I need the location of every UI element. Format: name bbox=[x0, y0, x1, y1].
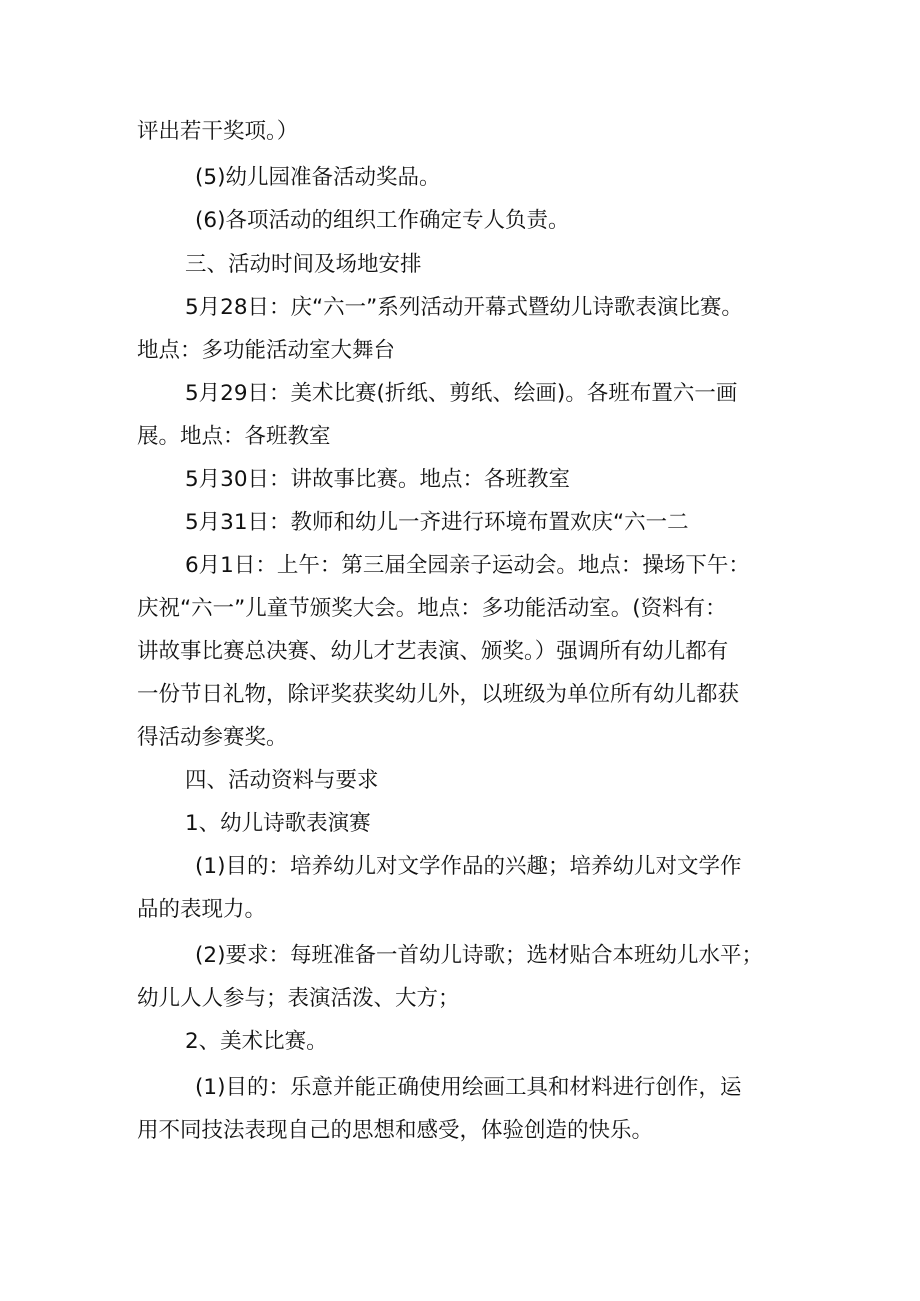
text-line: 5月31日：教师和幼儿一齐进行环境布置欢庆“六一二 bbox=[185, 510, 689, 535]
text-line: 地点：多功能活动室大舞台 bbox=[137, 338, 396, 363]
text-line: 得活动参赛奖。 bbox=[137, 725, 288, 750]
text-line: (1)目的：乐意并能正确使用绘画工具和材料进行创作，运 bbox=[195, 1075, 742, 1100]
section-heading: 四、活动资料与要求 bbox=[185, 768, 379, 793]
text-line: (6)各项活动的组织工作确定专人负责。 bbox=[195, 208, 570, 233]
text-line: 庆祝“六一”儿童节颁奖大会。地点：多功能活动室。(资料有： bbox=[137, 596, 727, 621]
subsection-heading: 2、美术比赛。 bbox=[185, 1029, 328, 1054]
text-line: (5)幼儿园准备活动奖品。 bbox=[195, 165, 441, 190]
text-line: 评出若干奖项。） bbox=[137, 119, 299, 144]
text-line: 幼儿人人参与；表演活泼、大方； bbox=[137, 986, 460, 1011]
text-line: 展。地点：各班教室 bbox=[137, 424, 331, 449]
text-line: 5月28日：庆“六一”系列活动开幕式暨幼儿诗歌表演比赛。 bbox=[185, 295, 743, 320]
text-line: 品的表现力。 bbox=[137, 897, 267, 922]
text-line: 用不同技法表现自己的思想和感受，体验创造的快乐。 bbox=[137, 1118, 654, 1143]
text-line: 5月29日：美术比赛(折纸、剪纸、绘画)。各班布置六一画 bbox=[185, 381, 738, 406]
subsection-heading: 1、幼儿诗歌表演赛 bbox=[185, 811, 371, 836]
text-line: 一份节日礼物，除评奖获奖幼儿外，以班级为单位所有幼儿都获 bbox=[137, 682, 740, 707]
text-line: 讲故事比赛总决赛、幼儿才艺表演、颁奖。）强调所有幼儿都有 bbox=[137, 639, 729, 664]
text-line: (2)要求：每班准备一首幼儿诗歌；选材贴合本班幼儿水平； bbox=[195, 943, 763, 968]
text-line: 6月1日：上午：第三届全园亲子运动会。地点：操场下午： bbox=[185, 553, 750, 578]
section-heading: 三、活动时间及场地安排 bbox=[185, 252, 422, 277]
text-line: (1)目的：培养幼儿对文学作品的兴趣；培养幼儿对文学作 bbox=[195, 854, 742, 879]
text-line: 5月30日：讲故事比赛。地点：各班教室 bbox=[185, 467, 571, 492]
